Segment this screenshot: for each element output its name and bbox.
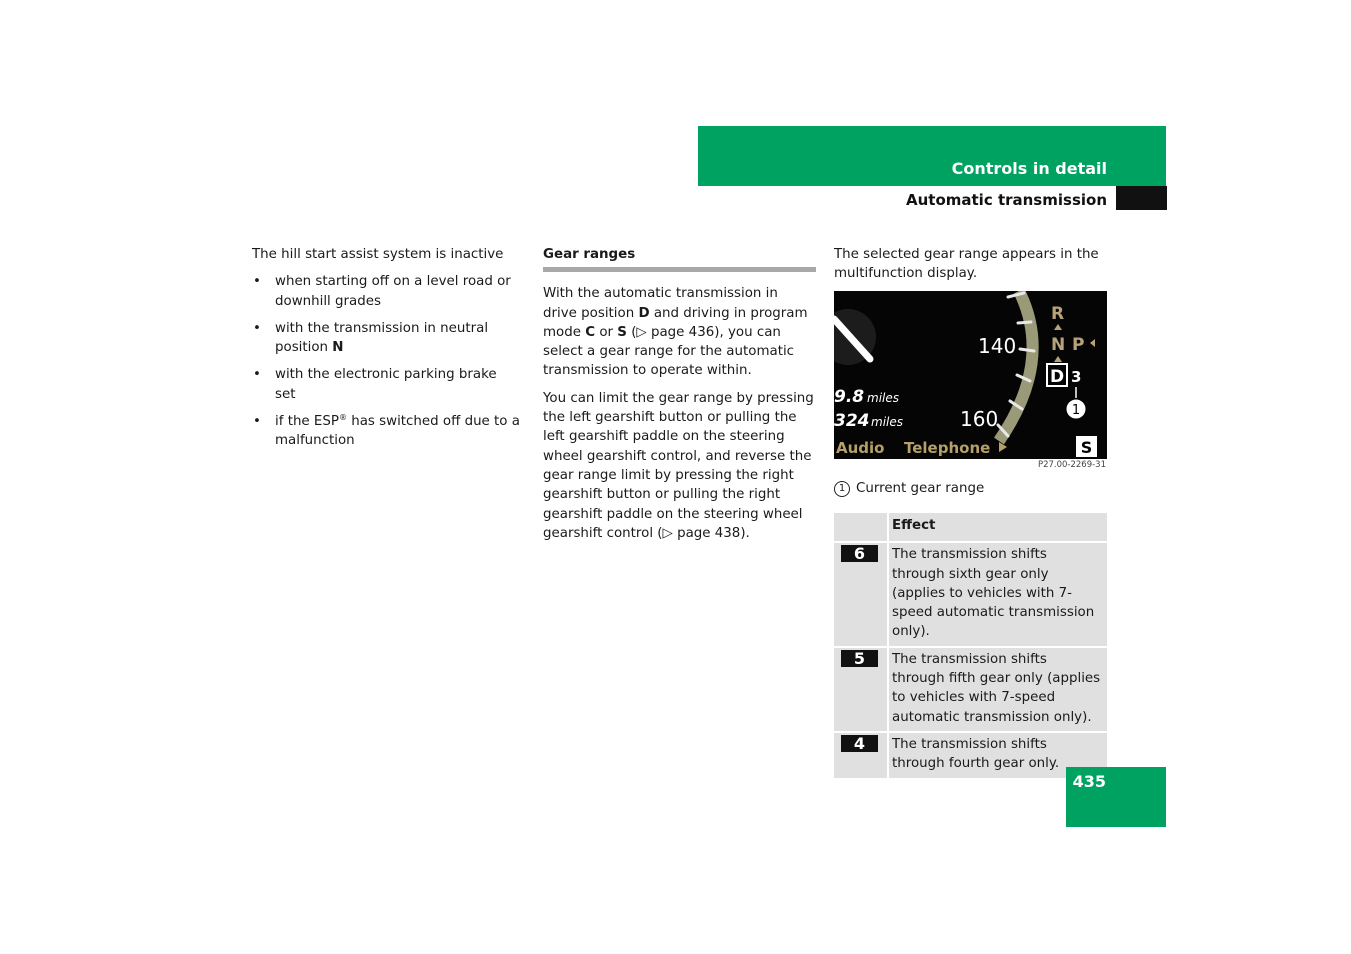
table-header-row [834,513,1107,542]
speed-label-lower: 160 [960,407,999,431]
table-cell-effect: The transmission shifts through fifth gear only (applies to vehicles with 7-speed automatic transmission only). [888,647,1107,732]
bullet-icon: • [253,414,261,430]
right-column-intro: The selected gear range appears in the multifunction display. [834,247,1099,282]
bullet-icon: • [253,367,261,383]
trip-unit-2: miles [871,415,903,429]
figure-caption [834,479,1107,498]
condition-list [252,272,520,450]
list-item: • with the transmission in neutral position N [253,320,489,356]
middle-column [543,245,816,551]
instrument-cluster-image [834,291,1107,459]
gear-range-table [834,513,1107,778]
gear-r: R [1051,304,1065,324]
table-cell-effect: The transmission shifts through sixth gear only (applies to vehicles with 7-speed automatic transmission only). [888,542,1107,646]
table-cell-effect: The transmission shifts through fourth gear only. [888,732,1107,778]
multifunction-display [834,291,1107,459]
figure-code: P27.00-2269-31 [1037,460,1106,470]
trip-value-2: 324 [834,411,870,431]
table-row [834,542,1107,646]
list-item: • with the electronic parking brake set [253,367,497,402]
caption-text: Current gear range [856,481,985,496]
bullet-icon: • [253,320,261,336]
mode-s-label: S [1080,438,1093,457]
callout-1-label: 1 [1071,403,1081,418]
list-item: • if the ESP® has switched off due to a malfunction [253,413,520,449]
left-column [252,245,520,459]
speed-label-upper: 140 [978,334,1017,358]
gear-range-value: 3 [1071,368,1082,386]
intro-text: The hill start assist system is inactive [252,247,504,262]
gear-badge: 5 [841,650,878,667]
gear-ranges-paragraph-2: You can limit the gear range by pressing the left gearshift button or pulling the left gearshift paddle on the steering wheel gearshift control, and reverse the gear range limit by pressing the right gearshift button or pulling the right gearshift paddle on the steering wheel gearshift control (▷ page 438). [543,390,814,541]
list-item: • when starting off on a level road or downhill grades [253,274,511,309]
table-row [834,647,1107,732]
gear-badge: 6 [841,545,878,562]
gear-badge: 4 [841,735,878,752]
gear-d: D [1050,367,1065,387]
caption-number-icon: 1 [834,481,850,497]
trip-value-1: 9.8 [834,387,865,407]
trip-unit-1: miles [867,391,899,405]
menu-telephone: Telephone [904,439,991,457]
table-header-effect: Effect [892,518,936,533]
gear-ranges-heading: Gear ranges [543,245,816,272]
bullet-icon: • [253,274,261,290]
gear-ranges-paragraph-1: With the automatic transmission in drive position D and driving in program mode C or S (▷ page 436), you can select a gear range for the automatic transmission to operate within. [543,286,808,379]
section-title: Controls in detail [951,159,1107,178]
menu-audio: Audio [836,439,885,457]
gear-p: P [1072,335,1085,355]
header-marker [1116,186,1167,210]
subsection-title: Automatic transmission [906,191,1107,209]
gear-n: N [1051,335,1066,355]
page-number: 435 [1072,772,1106,791]
